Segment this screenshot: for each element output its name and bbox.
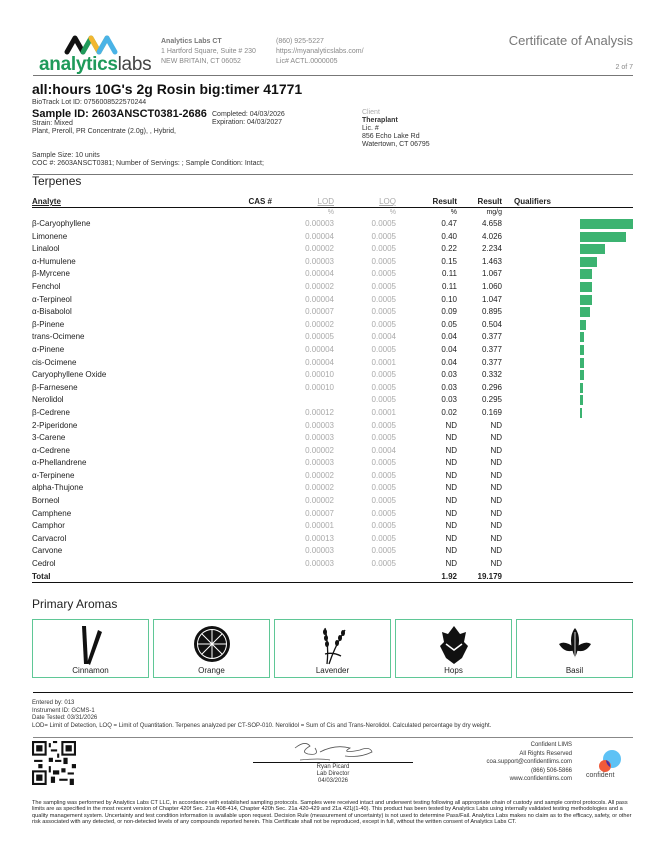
table-row: β-Farnesene 0.00010 0.0005 0.03 0.296 [32, 382, 633, 395]
table-row: Limonene 0.00004 0.0005 0.40 4.026 [32, 231, 633, 244]
terpene-bar [580, 282, 592, 292]
terpene-bar [580, 395, 583, 405]
lims-email-link[interactable]: coa.support@confidentlims.com [486, 759, 572, 765]
page-number: 2 of 7 [615, 64, 633, 71]
qr-code-icon[interactable] [32, 741, 76, 785]
table-row: 3-Carene 0.00003 0.0005 ND ND [32, 433, 502, 443]
divider [33, 737, 633, 738]
table-row: β-Cedrene 0.00012 0.0001 0.02 0.169 [32, 407, 633, 420]
table-row: cis-Ocimene 0.00004 0.0001 0.04 0.377 [32, 357, 633, 370]
table-row: α-Pinene 0.00004 0.0005 0.04 0.377 [32, 344, 633, 357]
terpene-bar [580, 232, 626, 242]
orange-icon [192, 624, 232, 664]
terpene-bar [580, 307, 590, 317]
terpene-bar [580, 257, 597, 267]
terpene-bar [580, 219, 633, 229]
table-total-row: Total 1.92 19.179 [32, 571, 633, 584]
table-row: α-Terpinene 0.00002 0.0005 ND ND [32, 470, 502, 480]
aroma-card: Lavender [274, 619, 391, 678]
terpene-bar [580, 345, 584, 355]
table-row: Borneol 0.00002 0.0005 ND ND [32, 496, 502, 506]
table-units-row: % % % mg/g [327, 209, 502, 216]
table-row: β-Myrcene 0.00004 0.0005 0.11 1.067 [32, 268, 633, 281]
sample-size-info: Sample Size: 10 units COC #: 2603ANSCT0381; Number of Servings: ; Sample Condition: Intact; [32, 152, 264, 167]
aromas-heading: Primary Aromas [32, 597, 118, 611]
table-row: α-Phellandrene 0.00003 0.0005 ND ND [32, 458, 502, 468]
lab-website-link[interactable]: https://myanalyticslabs.com/ [276, 48, 364, 55]
table-row: β-Caryophyllene 0.00003 0.0005 0.47 4.658 [32, 218, 633, 231]
aroma-card: Orange [153, 619, 270, 678]
lims-info: Confident LIMS All Rights Reserved coa.support@confidentlims.com (866) 506-5866 www.confidentlims.com [486, 742, 572, 782]
terpene-bar [580, 295, 592, 305]
table-row: 2-Piperidone 0.00003 0.0005 ND ND [32, 420, 502, 430]
analysis-notes: Entered by: 013 Instrument ID: GCMS-1 Date Tested: 03/31/2026 LOD= Limit of Detection, LOQ = Limit of Quantitation. Terpenes analyzed per CT-SOP-010. Nerolidol = Sum of Cis and Trans-Nerolidol. Calculated percentage by dry weight. [32, 700, 492, 729]
aroma-card: Basil [516, 619, 633, 678]
table-row: Caryophyllene Oxide 0.00010 0.0005 0.03 0.332 [32, 369, 633, 382]
divider [33, 692, 633, 693]
table-row: α-Humulene 0.00003 0.0005 0.15 1.463 [32, 256, 633, 269]
terpene-bar [580, 320, 586, 330]
terpene-bar [580, 370, 584, 380]
table-header: Analyte CAS # LOD LOQ Result Result Qualifiers [32, 196, 633, 208]
table-row: Carvacrol 0.00013 0.0005 ND ND [32, 533, 502, 543]
product-title: all:hours 10G's 2g Rosin big:timer 41771 [32, 81, 303, 97]
strain-info: Strain: Mixed Plant, Preroll, PR Concentrate (2.0g), , Hybrid, [32, 120, 176, 135]
signature-line [253, 762, 413, 763]
table-row: Fenchol 0.00002 0.0005 0.11 1.060 [32, 281, 633, 294]
terpene-bar [580, 408, 582, 418]
table-row: Cedrol 0.00003 0.0005 ND ND [32, 559, 502, 569]
table-row: Linalool 0.00002 0.0005 0.22 2.234 [32, 243, 633, 256]
aroma-card: Hops [395, 619, 512, 678]
table-row: Camphene 0.00007 0.0005 ND ND [32, 508, 502, 518]
client-info: Client Theraplant Lic. # 856 Echo Lake Rd Watertown, CT 06795 [362, 109, 430, 148]
table-row: Nerolidol 0.0005 0.03 0.295 [32, 394, 633, 407]
terpene-bar [580, 244, 605, 254]
disclaimer: The sampling was performed by Analytics Labs CT LLC, in accordance with established sampling protocols. Samples were received intact and underwent testing following all appropriate chain of custody and sample control protocols. All pass limits are as specified in the most recent version of Chapter 420f Sec. 21a 408-414, Chapter 420h Sec. 21a 420-429 and 21a 421j(1-40). This product has been tested by Analytics Labs using internally validated testing methodologies and a quality management system. Uncertainty and test condition information is available upon request. Decision Rule (measurement of uncertainty) is not used to determine Pass/Fail. Analytics Labs makes no claim as to the efficacy, safety, or other risk associated with any detected, or non-detected levels of any compounds reported herein. This Certificate shall not be reproduced, except in full, without the written consent of Analytics Labs CT. [32, 800, 632, 825]
confident-wordmark: confident [586, 772, 615, 779]
table-row: Carvone 0.00003 0.0005 ND ND [32, 546, 502, 556]
aroma-card: Cinnamon [32, 619, 149, 678]
logo-wordmark: analyticslabs [39, 54, 152, 75]
table-row: alpha-Thujone 0.00002 0.0005 ND ND [32, 483, 502, 493]
lavender-icon [315, 624, 351, 666]
biotrack-lot-id: BioTrack Lot ID: 0756008522570244 [32, 99, 147, 106]
terpenes-heading: Terpenes [32, 174, 82, 188]
basil-icon [557, 624, 593, 664]
signature-icon [290, 740, 380, 764]
table-row: β-Pinene 0.00002 0.0005 0.05 0.504 [32, 319, 633, 332]
lab-contact: (860) 925-5227 https://myanalyticslabs.com/ Lic# ACTL.0000005 [276, 38, 364, 65]
sample-id: Sample ID: 2603ANSCT0381-2686 [32, 108, 207, 120]
sample-dates: Completed: 04/03/2026 Expiration: 04/03/2027 [212, 111, 285, 126]
lab-address: Analytics Labs CT 1 Hartford Square, Suite # 230 NEW BRITAIN, CT 06052 [161, 38, 256, 65]
hops-icon [438, 624, 470, 666]
document-title: Certificate of Analysis [508, 33, 633, 48]
table-row: trans-Ocimene 0.00005 0.0004 0.04 0.377 [32, 331, 633, 344]
cinnamon-icon [76, 624, 106, 666]
terpenes-table [32, 196, 633, 583]
lab-director-signature: Ryan Picard Lab Director 04/03/2026 [316, 764, 350, 784]
table-row: α-Cedrene 0.00002 0.0004 ND ND [32, 445, 502, 455]
terpene-bar [580, 332, 584, 342]
lims-website-link[interactable]: www.confidentlims.com [509, 776, 572, 782]
terpene-bar [580, 269, 592, 279]
table-row: α-Bisabolol 0.00007 0.0005 0.09 0.895 [32, 306, 633, 319]
table-row: α-Terpineol 0.00004 0.0005 0.10 1.047 [32, 294, 633, 307]
table-row: Camphor 0.00001 0.0005 ND ND [32, 521, 502, 531]
terpene-bar [580, 383, 583, 393]
aromas-panel [32, 619, 633, 678]
divider [33, 75, 633, 76]
divider [33, 174, 633, 175]
terpene-bar [580, 358, 584, 368]
